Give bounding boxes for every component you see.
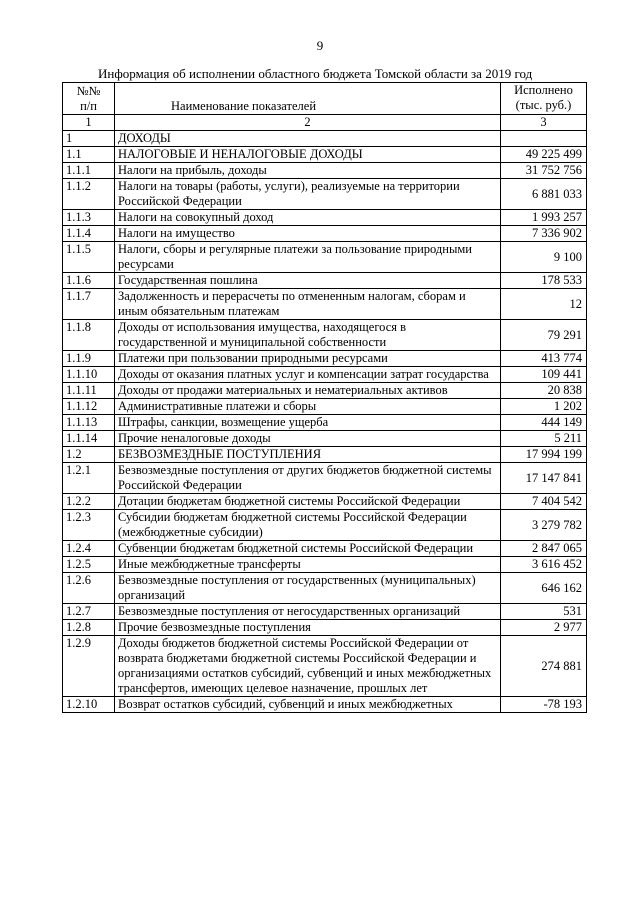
row-name: Задолженность и перерасчеты по отмененным налогам, сборам и иным обязательным платежам [115, 289, 501, 320]
row-name: Субсидии бюджетам бюджетной системы Российской Федерации (межбюджетные субсидии) [115, 510, 501, 541]
row-number: 1.1 [63, 147, 115, 163]
table-row [63, 242, 587, 273]
header-number-line2: п/п [80, 99, 97, 113]
table-row [63, 273, 587, 289]
row-name: Административные платежи и сборы [115, 399, 501, 415]
row-name: Налоги на прибыль, доходы [115, 163, 501, 179]
row-name: Налоги на товары (работы, услуги), реализуемые на территории Российской Федерации [115, 179, 501, 210]
row-value: 2 847 065 [501, 541, 587, 557]
table-row [63, 383, 587, 399]
row-value: 7 336 902 [501, 226, 587, 242]
row-number: 1.2.8 [63, 620, 115, 636]
header-value-cell [501, 83, 587, 115]
row-number: 1.1.9 [63, 351, 115, 367]
row-value: 444 149 [501, 415, 587, 431]
column-index-cell: 3 [501, 115, 587, 131]
table-row [63, 399, 587, 415]
table-row [63, 163, 587, 179]
row-number: 1.1.7 [63, 289, 115, 320]
row-value: 31 752 756 [501, 163, 587, 179]
table-row [63, 620, 587, 636]
row-value: 178 533 [501, 273, 587, 289]
row-value: 79 291 [501, 320, 587, 351]
row-value: 531 [501, 604, 587, 620]
column-index-row [63, 115, 587, 131]
row-number: 1.2.5 [63, 557, 115, 573]
row-value: -78 193 [501, 697, 587, 713]
row-name: Дотации бюджетам бюджетной системы Российской Федерации [115, 494, 501, 510]
row-name: Доходы от оказания платных услуг и компенсации затрат государства [115, 367, 501, 383]
row-name: Платежи при пользовании природными ресурсами [115, 351, 501, 367]
table-row [63, 226, 587, 242]
row-number: 1.1.3 [63, 210, 115, 226]
table-row [63, 367, 587, 383]
header-value-line1: Исполнено [514, 83, 573, 97]
row-value: 5 211 [501, 431, 587, 447]
table-body [63, 131, 587, 713]
row-value: 3 279 782 [501, 510, 587, 541]
row-value: 17 147 841 [501, 463, 587, 494]
table-row [63, 494, 587, 510]
row-number: 1 [63, 131, 115, 147]
row-number: 1.1.14 [63, 431, 115, 447]
row-number: 1.1.12 [63, 399, 115, 415]
table-row [63, 147, 587, 163]
row-number: 1.2.10 [63, 697, 115, 713]
column-index-cell: 2 [115, 115, 501, 131]
table-row [63, 289, 587, 320]
table-row [63, 541, 587, 557]
table-row [63, 415, 587, 431]
row-number: 1.1.11 [63, 383, 115, 399]
table-row [63, 447, 587, 463]
table-row [63, 131, 587, 147]
row-name: Прочие неналоговые доходы [115, 431, 501, 447]
row-number: 1.1.10 [63, 367, 115, 383]
row-name: НАЛОГОВЫЕ И НЕНАЛОГОВЫЕ ДОХОДЫ [115, 147, 501, 163]
row-value: 109 441 [501, 367, 587, 383]
row-value: 1 993 257 [501, 210, 587, 226]
row-value: 1 202 [501, 399, 587, 415]
row-value: 2 977 [501, 620, 587, 636]
row-value: 12 [501, 289, 587, 320]
row-name: Налоги на имущество [115, 226, 501, 242]
row-name: Безвозмездные поступления от негосударственных организаций [115, 604, 501, 620]
row-value: 49 225 499 [501, 147, 587, 163]
row-value: 646 162 [501, 573, 587, 604]
row-number: 1.2.4 [63, 541, 115, 557]
row-name: Прочие безвозмездные поступления [115, 620, 501, 636]
table-row [63, 557, 587, 573]
row-number: 1.2.2 [63, 494, 115, 510]
header-row [63, 83, 587, 115]
table-row [63, 604, 587, 620]
row-number: 1.1.2 [63, 179, 115, 210]
row-number: 1.1.13 [63, 415, 115, 431]
row-value: 413 774 [501, 351, 587, 367]
header-number-cell [63, 83, 115, 115]
row-number: 1.1.8 [63, 320, 115, 351]
header-name-cell: Наименование показателей [115, 83, 501, 115]
row-value: 274 881 [501, 636, 587, 697]
row-number: 1.1.6 [63, 273, 115, 289]
row-number: 1.1.4 [63, 226, 115, 242]
row-number: 1.1.5 [63, 242, 115, 273]
row-name: Доходы от использования имущества, находящегося в государственной и муниципальной собственности [115, 320, 501, 351]
table-row [63, 573, 587, 604]
row-name: Налоги, сборы и регулярные платежи за пользование природными ресурсами [115, 242, 501, 273]
row-value: 20 838 [501, 383, 587, 399]
row-value: 9 100 [501, 242, 587, 273]
table-row [63, 463, 587, 494]
row-number: 1.2 [63, 447, 115, 463]
row-value [501, 131, 587, 147]
table-row [63, 320, 587, 351]
table-row [63, 510, 587, 541]
row-value: 7 404 542 [501, 494, 587, 510]
row-value: 6 881 033 [501, 179, 587, 210]
row-name: Доходы бюджетов бюджетной системы Российской Федерации от возврата бюджетами бюджетной системы Российской Федерации и организациями остатков субсидий, субвенций и иных межбюджетных трансфертов, имеющих целевое назначение, прошлых лет [115, 636, 501, 697]
row-name: Государственная пошлина [115, 273, 501, 289]
page-title: Информация об исполнении областного бюджета Томской области за 2019 год [98, 66, 533, 81]
table-row [63, 697, 587, 713]
row-number: 1.1.1 [63, 163, 115, 179]
table-row [63, 210, 587, 226]
row-value: 3 616 452 [501, 557, 587, 573]
column-index-cell: 1 [63, 115, 115, 131]
table-row [63, 179, 587, 210]
row-name: Иные межбюджетные трансферты [115, 557, 501, 573]
row-number: 1.2.1 [63, 463, 115, 494]
row-number: 1.2.3 [63, 510, 115, 541]
header-number-line1: №№ [76, 84, 101, 98]
row-number: 1.2.6 [63, 573, 115, 604]
budget-table [62, 82, 587, 713]
row-name: Налоги на совокупный доход [115, 210, 501, 226]
row-value: 17 994 199 [501, 447, 587, 463]
row-name: Безвозмездные поступления от государственных (муниципальных) организаций [115, 573, 501, 604]
row-name: Штрафы, санкции, возмещение ущерба [115, 415, 501, 431]
row-name: ДОХОДЫ [115, 131, 501, 147]
row-name: Субвенции бюджетам бюджетной системы Российской Федерации [115, 541, 501, 557]
row-name: Доходы от продажи материальных и нематериальных активов [115, 383, 501, 399]
table-row [63, 636, 587, 697]
row-number: 1.2.9 [63, 636, 115, 697]
table-row [63, 431, 587, 447]
page-number: 9 [316, 38, 324, 53]
row-name: Безвозмездные поступления от других бюджетов бюджетной системы Российской Федерации [115, 463, 501, 494]
header-value-line2: (тыс. руб.) [515, 98, 572, 112]
row-number: 1.2.7 [63, 604, 115, 620]
row-name: Возврат остатков субсидий, субвенций и иных межбюджетных [115, 697, 501, 713]
row-name: БЕЗВОЗМЕЗДНЫЕ ПОСТУПЛЕНИЯ [115, 447, 501, 463]
table-row [63, 351, 587, 367]
